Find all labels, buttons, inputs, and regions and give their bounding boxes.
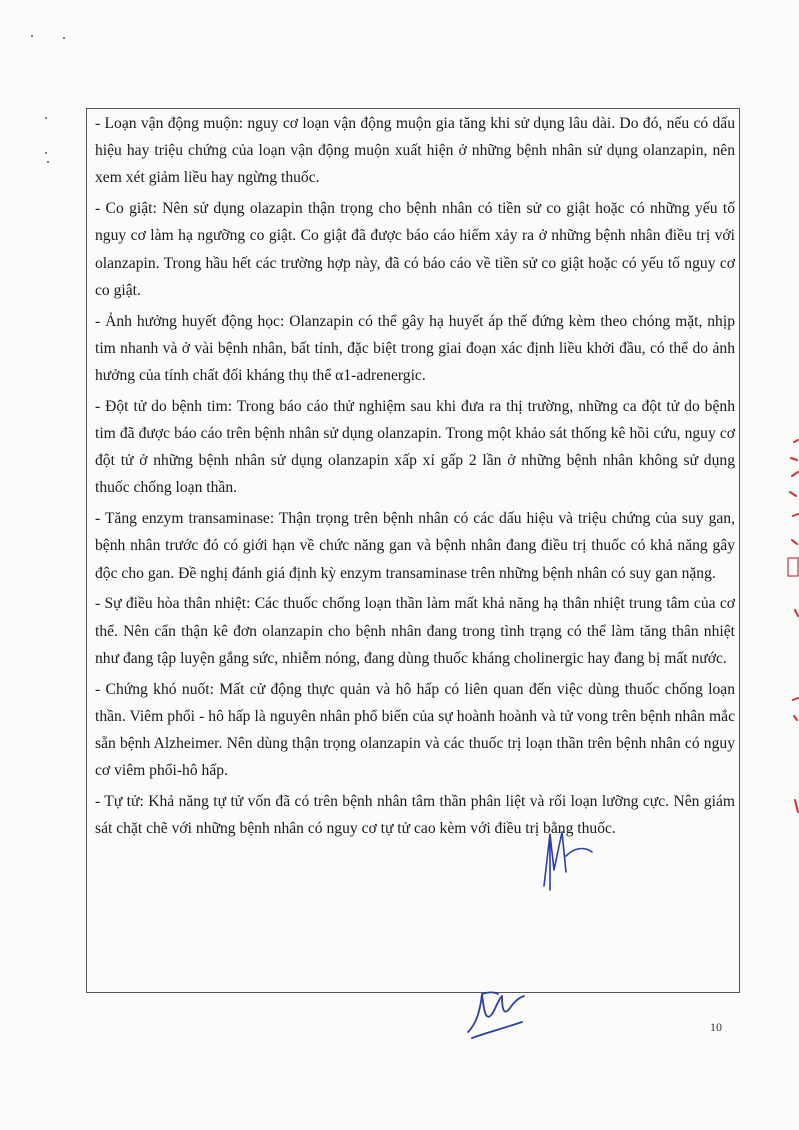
paragraph-suicide: - Tự tử: Khả năng tự tử vốn đã có trên bệnh nhân tâm thần phân liệt và rối loạn lưỡng cực. Nên giám sát chặt chẽ với những bệnh nhân có nguy cơ tự tử cao kèm với điều trị bằng thuốc. (95, 793, 735, 838)
stamp-edge-marks (772, 420, 799, 820)
scan-speck (45, 117, 47, 119)
paragraph-hemodynamics: - Ảnh hưởng huyết động học: Olanzapin có thể gây hạ huyết áp thế đứng kèm theo chóng mặt, nhịp tim nhanh và ở vài bệnh nhân, bất tỉnh, đặc biệt trong giai đoạn xác định liều khởi đầu, có thể do ảnh hưởng của tính chất đối kháng thụ thể α1-adrenergic. (95, 312, 735, 385)
page-number: 10 (710, 1020, 722, 1034)
document-body (95, 110, 735, 846)
paragraph-sudden-cardiac-death: - Đột tử do bệnh tim: Trong báo cáo thử nghiệm sau khi đưa ra thị trường, những ca đột tử do bệnh tim đã được báo cáo trên bệnh nhân sử dụng olanzapin. Trong một khảo sát thống kê hồi cứu, nguy cơ đột tử ở những bệnh nhân sử dụng olanzapin xấp xỉ gấp 2 lần ở những bệnh nhân không sử dụng thuốc chống loạn thần. (95, 397, 735, 497)
scan-speck (45, 152, 47, 154)
paragraph-thermoregulation: - Sự điều hòa thân nhiệt: Các thuốc chống loạn thần làm mất khả năng hạ thân nhiệt trung tâm của cơ thể. Nên cẩn thận kê đơn olanzapin cho bệnh nhân đang trong tình trạng có thể làm tăng thân nhiệt như đang tập luyện gắng sức, nhiễm nóng, đang dùng thuốc kháng cholinergic hay đang bị mất nước. (95, 595, 735, 667)
paragraph-seizures: - Co giật: Nên sử dụng olazapin thận trọng cho bệnh nhân có tiền sử co giật hoặc có những yếu tố nguy cơ làm hạ ngưỡng co giật. Co giật đã được báo cáo hiếm xảy ra ở những bệnh nhân điều trị với olanzapin. Trong hầu hết các trường hợp này, đã có báo cáo về tiền sử co giật hoặc có yếu tố nguy cơ co giật. (95, 200, 735, 299)
paragraph-transaminase: - Tăng enzym transaminase: Thận trọng trên bệnh nhân có các dấu hiệu và triệu chứng của suy gan, bệnh nhân trước đó có giới hạn về chức năng gan và bệnh nhân đang điều trị thuốc có khả năng gây độc cho gan. Đề nghị đánh giá định kỳ enzym transaminase trên những bệnh nhân có suy gan nặng. (95, 510, 735, 582)
scan-speck (63, 37, 65, 39)
paragraph-dysphagia: - Chứng khó nuốt: Mất cử động thực quản và hô hấp có liên quan đến việc dùng thuốc chống loạn thần. Viêm phổi - hô hấp là nguyên nhân phổ biến của sự hoành hoành và tử vong trên bệnh nhân mắc sẵn bệnh Alzheimer. Nên dùng thận trọng olanzapin và các thuốc trị loạn thần trên bệnh nhân có nguy cơ viêm phổi-hô hấp. (95, 680, 735, 780)
initials-mark (536, 826, 606, 896)
signature-mark (462, 982, 532, 1042)
scan-speck (31, 35, 33, 37)
paragraph-tardive-dyskinesia: - Loạn vận động muộn: nguy cơ loạn vận động muộn gia tăng khi sử dụng lâu dài. Do đó, nếu có dấu hiệu hay triệu chứng của loạn vận động muộn xuất hiện ở những bệnh nhân sử dụng olanzapin, nên xem xét giảm liều hay ngừng thuốc. (95, 115, 735, 187)
scan-speck (47, 161, 49, 163)
